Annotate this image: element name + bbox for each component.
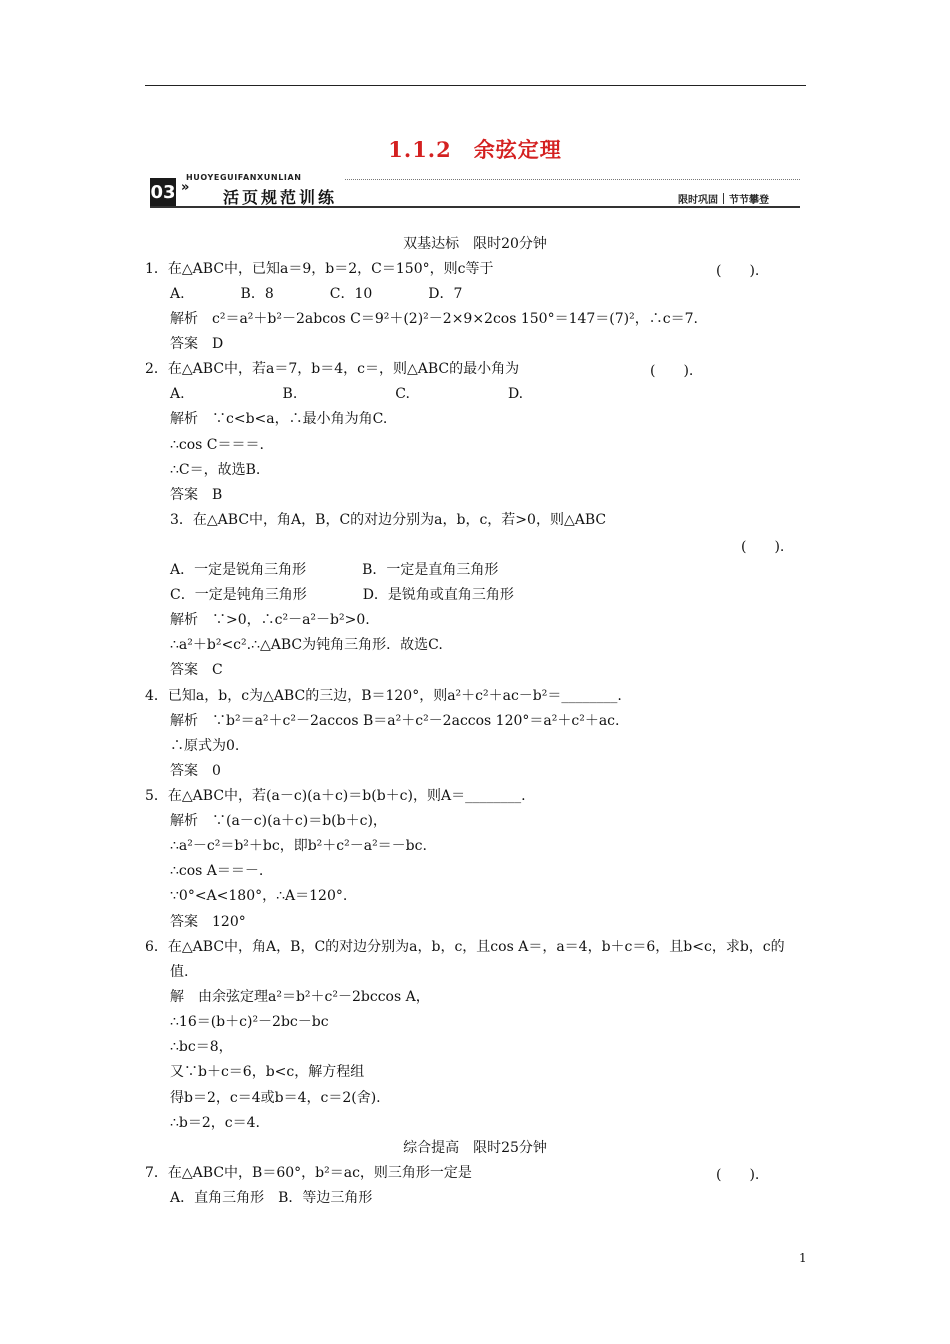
question-2-solution-3: ∴C＝，故选B. xyxy=(170,462,261,478)
question-4-answer: 答案 0 xyxy=(170,763,221,779)
page-number: 1 xyxy=(799,1251,807,1265)
question-2-solution-2: ∴cos C＝＝＝. xyxy=(170,437,264,453)
question-3-solution-1: 解析 ∵>0，∴c²－a²－b²>0. xyxy=(170,612,370,628)
question-6-solution-2: ∴16＝(b＋c)²－2bc－bc xyxy=(170,1014,329,1030)
question-1-answer: 答案 D xyxy=(170,336,224,352)
question-6-solution-6: ∴b＝2，c＝4. xyxy=(170,1115,260,1131)
question-4-solution-1: 解析 ∵b²＝a²＋c²－2accos B＝a²＋c²－2accos 120°＝a²＋c²＋ac. xyxy=(170,713,620,729)
question-6-solution-3: ∴bc＝8， xyxy=(170,1039,233,1055)
question-7: 7．在△ABC中，B＝60°，b²＝ac，则三角形一定是 xyxy=(145,1165,472,1181)
banner-tagline xyxy=(678,191,769,206)
question-3-options-2: C．一定是钝角三角形 D．是锐角或直角三角形 xyxy=(170,587,514,603)
section-number-badge: 03 xyxy=(150,178,176,208)
section-heading-basic: 双基达标 限时20分钟 xyxy=(403,236,547,252)
question-7-options: A．直角三角形 B．等边三角形 xyxy=(170,1190,373,1206)
question-3-solution-2: ∴a²＋b²<c².∴△ABC为钝角三角形．故选C. xyxy=(170,637,443,653)
question-4: 4．已知a，b，c为△ABC的三边，B＝120°，则a²＋c²＋ac－b²＝________. xyxy=(145,688,622,704)
question-5-answer: 答案 120° xyxy=(170,914,246,930)
page-title: 1.1.2 余弦定理 xyxy=(388,137,562,162)
question-2-solution-1: 解析 ∵c<b<a，∴最小角为角C. xyxy=(170,411,388,427)
question-2: 2．在△ABC中，若a＝7，b＝4，c＝，则△ABC的最小角为 xyxy=(145,361,520,377)
answer-paren-q2: ( ). xyxy=(650,363,694,379)
answer-paren-q1: ( ). xyxy=(716,263,760,279)
banner-tag-1: 限时巩固 xyxy=(678,195,718,206)
answer-paren-q7: ( ). xyxy=(716,1167,760,1183)
question-1: 1．在△ABC中，已知a＝9，b＝2，C＝150°，则c等于 xyxy=(145,261,494,277)
question-2-answer: 答案 B xyxy=(170,487,223,503)
question-3-answer: 答案 C xyxy=(170,662,223,678)
banner-subtitle: HUOYEGUIFANXUNLIAN xyxy=(186,173,302,182)
banner-dotted-rule xyxy=(345,179,800,180)
section-heading-advanced: 综合提高 限时25分钟 xyxy=(403,1140,547,1156)
answer-paren-q3: ( ). xyxy=(741,539,785,555)
question-5-solution-2: ∴a²－c²＝b²＋bc，即b²＋c²－a²＝－bc. xyxy=(170,838,427,854)
banner-tag-2: 节节攀登 xyxy=(729,195,769,206)
question-1-solution: 解析 c²＝a²＋b²－2abcos C＝9²＋(2)²－2×9×2cos 150°＝147＝(7)²，∴c＝7. xyxy=(170,311,698,327)
question-6-solution-1: 解 由余弦定理a²＝b²＋c²－2bccos A， xyxy=(170,989,430,1005)
question-2-options: A. B. C. D. xyxy=(170,386,524,402)
question-5: 5．在△ABC中，若(a－c)(a＋c)＝b(b＋c)，则A＝________. xyxy=(145,788,526,804)
question-5-solution-3: ∴cos A＝＝－. xyxy=(170,863,264,879)
question-6-continued: 值. xyxy=(170,964,189,980)
top-rule xyxy=(145,85,806,86)
question-3-options-1: A．一定是锐角三角形 B．一定是直角三角形 xyxy=(170,562,499,578)
question-6-solution-5: 得b＝2，c＝4或b＝4，c＝2(舍). xyxy=(170,1090,381,1106)
question-6: 6．在△ABC中，角A，B，C的对边分别为a，b，c，且cos A＝，a＝4，b＋c＝6，且b<c，求b，c的 xyxy=(145,939,785,955)
banner-title: 活页规范训练 xyxy=(223,188,338,207)
question-3: 3．在△ABC中，角A，B，C的对边分别为a，b，c，若>0，则△ABC xyxy=(170,512,607,528)
banner-rule xyxy=(150,206,800,208)
question-5-solution-1: 解析 ∵(a－c)(a＋c)＝b(b＋c)， xyxy=(170,813,387,829)
banner-separator xyxy=(723,193,724,204)
question-6-solution-4: 又∵b＋c＝6，b<c，解方程组 xyxy=(170,1064,365,1080)
question-5-solution-4: ∵0°<A<180°，∴A＝120°. xyxy=(170,888,348,904)
double-chevron-icon: » xyxy=(181,180,190,195)
question-1-options: A. B．8 C．10 D．7 xyxy=(170,286,463,302)
question-4-solution-2: ∴原式为0. xyxy=(170,738,240,754)
